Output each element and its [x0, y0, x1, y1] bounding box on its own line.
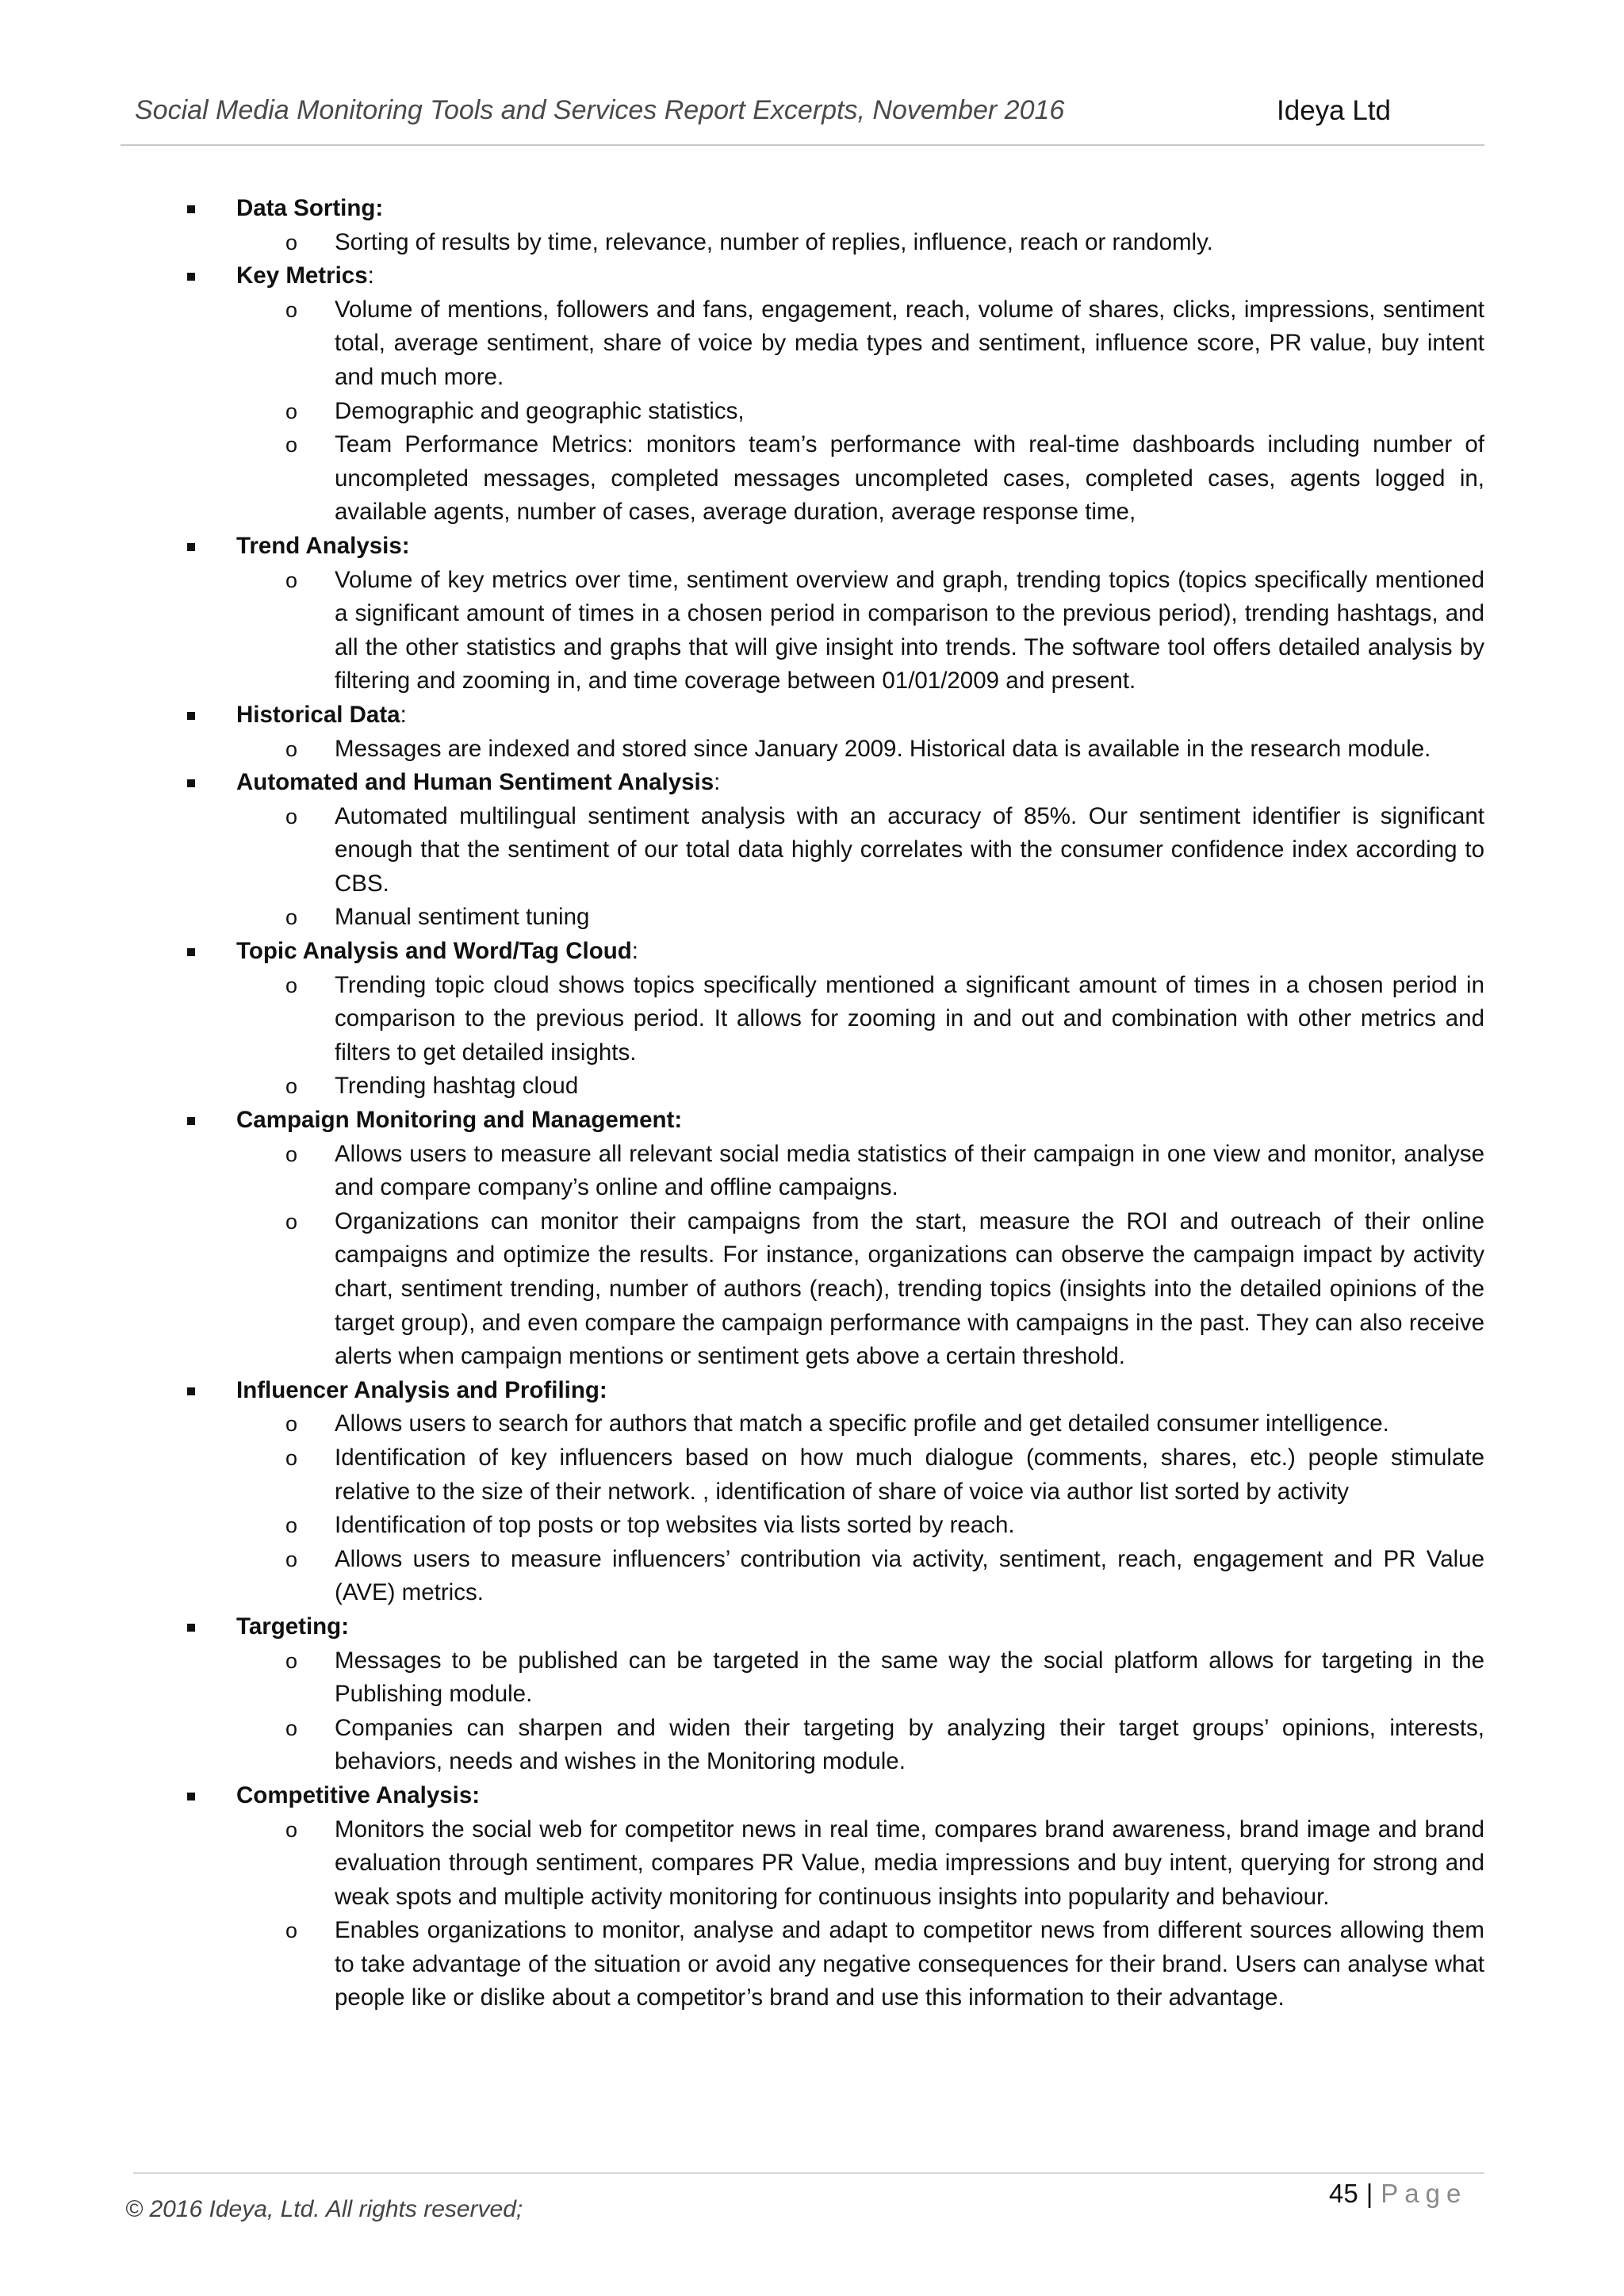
- page-label: Page: [1381, 2179, 1468, 2208]
- section-heading: Data Sorting:: [236, 195, 384, 221]
- sub-list-item: o Monitors the social web for competitor news in real time, compares brand awareness, brand image and brand evaluation through sentiment, compares PR Value, media impressions and buy intent, querying for strong and weak spots and multiple activity monitoring for continuous insights into popularity and behaviour.: [335, 1813, 1484, 1915]
- section-heading-line: [236, 1610, 1484, 1644]
- sub-list: [236, 226, 1484, 260]
- footer-divider: [133, 2172, 1484, 2174]
- section-item: [184, 530, 1484, 698]
- sub-list: [236, 564, 1484, 698]
- sub-list: [236, 1407, 1484, 1610]
- section-heading-line: [236, 192, 1484, 226]
- sub-list: [236, 800, 1484, 935]
- sub-list-item: o Enables organizations to monitor, analyse and adapt to competitor news from different sources allowing them to take advantage of the situation or avoid any negative consequences for their brand. Users can analyse what people like or dislike about a competitor’s brand and use this information to their advantage.: [335, 1914, 1484, 2015]
- sub-list-item: o Volume of mentions, followers and fans, engagement, reach, volume of shares, clicks, impressions, sentiment total, average sentiment, share of voice by media types and sentiment, influence score, PR value, buy intent and much more.: [335, 293, 1484, 395]
- sub-list: [236, 1138, 1484, 1374]
- section-heading: Key Metrics: [236, 262, 368, 289]
- company-name: Ideya Ltd: [1277, 95, 1391, 126]
- sub-list: [236, 293, 1484, 530]
- section-item: [184, 259, 1484, 530]
- section-heading-line: [236, 698, 1484, 733]
- section-list: [184, 192, 1484, 2015]
- sub-list-item: o Identification of top posts or top websites via lists sorted by reach.: [335, 1509, 1484, 1543]
- section-item: [184, 698, 1484, 766]
- sub-list-item: o Allows users to measure influencers’ contribution via activity, sentiment, reach, engagement and PR Value (AVE) metrics.: [335, 1543, 1484, 1610]
- sub-list-item: o Trending topic cloud shows topics specifically mentioned a significant amount of times in a chosen period in comparison to the previous period. It allows for zooming in and out and combination with other metrics and filters to get detailed insights.: [335, 969, 1484, 1070]
- section-heading-line: [236, 530, 1484, 564]
- section-heading: Historical Data: [236, 701, 400, 728]
- section-heading: Topic Analysis and Word/Tag Cloud: [236, 938, 632, 965]
- sub-list: [236, 1813, 1484, 2016]
- section-heading-suffix: :: [367, 262, 374, 289]
- sub-list-item: o Trending hashtag cloud: [335, 1070, 1484, 1104]
- section-item: [184, 766, 1484, 935]
- sub-list-item: o Automated multilingual sentiment analysis with an accuracy of 85%. Our sentiment identifier is significant enough that the sentiment of our total data highly correlates with the consumer confidence index according to CBS.: [335, 800, 1484, 901]
- sub-list-item: o Team Performance Metrics: monitors team’s performance with real-time dashboards including number of uncompleted messages, completed messages uncompleted cases, completed cases, agents logged in, available agents, number of cases, average duration, average response time,: [335, 428, 1484, 530]
- page-number-block: [1329, 2179, 1467, 2209]
- copyright-notice: © 2016 Ideya, Ltd. All rights reserved;: [125, 2196, 523, 2222]
- report-title: Social Media Monitoring Tools and Services Report Excerpts, November 2016: [135, 95, 1065, 125]
- section-heading-line: [236, 935, 1484, 969]
- section-heading-line: [236, 259, 1484, 293]
- section-heading-suffix: :: [400, 701, 407, 728]
- page-number: 45: [1329, 2179, 1358, 2208]
- sub-list: [236, 1644, 1484, 1779]
- section-item: [184, 1374, 1484, 1610]
- sub-list-item: o Volume of key metrics over time, sentiment overview and graph, trending topics (topics specifically mentioned a significant amount of times in a chosen period in comparison to the previous period), trending hashtags, and all the other statistics and graphs that will give insight into trends. The software tool offers detailed analysis by filtering and zooming in, and time coverage between 01/01/2009 and present.: [335, 564, 1484, 698]
- section-heading: Influencer Analysis and Profiling:: [236, 1376, 607, 1403]
- section-heading-line: [236, 1104, 1484, 1138]
- sub-list-item: o Allows users to search for authors that match a specific profile and get detailed consumer intelligence.: [335, 1407, 1484, 1441]
- section-item: [184, 192, 1484, 259]
- page-header: [121, 89, 1484, 146]
- section-heading-line: [236, 1374, 1484, 1408]
- section-item: [184, 1104, 1484, 1374]
- sub-list: [236, 733, 1484, 767]
- sub-list-item: o Messages are indexed and stored since January 2009. Historical data is available in the research module.: [335, 733, 1484, 767]
- section-heading: Campaign Monitoring and Management:: [236, 1107, 683, 1134]
- sub-list-item: o Manual sentiment tuning: [335, 901, 1484, 935]
- sub-list-item: o Messages to be published can be targeted in the same way the social platform allows for targeting in the Publishing module.: [335, 1644, 1484, 1712]
- section-heading-suffix: :: [714, 769, 721, 796]
- section-heading-line: [236, 766, 1484, 800]
- sub-list-item: o Identification of key influencers based on how much dialogue (comments, shares, etc.) people stimulate relative to the size of their network. , identification of share of voice via author list sorted by activity: [335, 1441, 1484, 1509]
- sub-list-item: o Demographic and geographic statistics,: [335, 395, 1484, 429]
- section-heading: Competitive Analysis:: [236, 1781, 481, 1808]
- section-heading: Targeting:: [236, 1613, 350, 1640]
- sub-list: [236, 969, 1484, 1104]
- sub-list-item: o Companies can sharpen and widen their targeting by analyzing their target groups’ opinions, interests, behaviors, needs and wishes in the Monitoring module.: [335, 1712, 1484, 1779]
- section-heading-line: [236, 1779, 1484, 1813]
- section-heading: Trend Analysis:: [236, 532, 410, 559]
- section-item: [184, 1610, 1484, 1779]
- section-item: [184, 935, 1484, 1104]
- sub-list-item: o Organizations can monitor their campaigns from the start, measure the ROI and outreach of their online campaigns and optimize the results. For instance, organizations can observe the campaign impact by activity chart, sentiment trending, number of authors (reach), trending topics (insights into the detailed opinions of the target group), and even compare the campaign performance with campaigns in the past. They can also receive alerts when campaign mentions or sentiment gets above a certain threshold.: [335, 1205, 1484, 1374]
- page-separator: |: [1365, 2179, 1373, 2208]
- sub-list-item: o Sorting of results by time, relevance, number of replies, influence, reach or randomly.: [335, 226, 1484, 260]
- sub-list-item: o Allows users to measure all relevant social media statistics of their campaign in one view and monitor, analyse and compare company’s online and offline campaigns.: [335, 1138, 1484, 1205]
- section-item: [184, 1779, 1484, 2015]
- page-content: [184, 192, 1484, 2015]
- section-heading: Automated and Human Sentiment Analysis: [236, 769, 714, 796]
- section-heading-suffix: :: [631, 938, 638, 965]
